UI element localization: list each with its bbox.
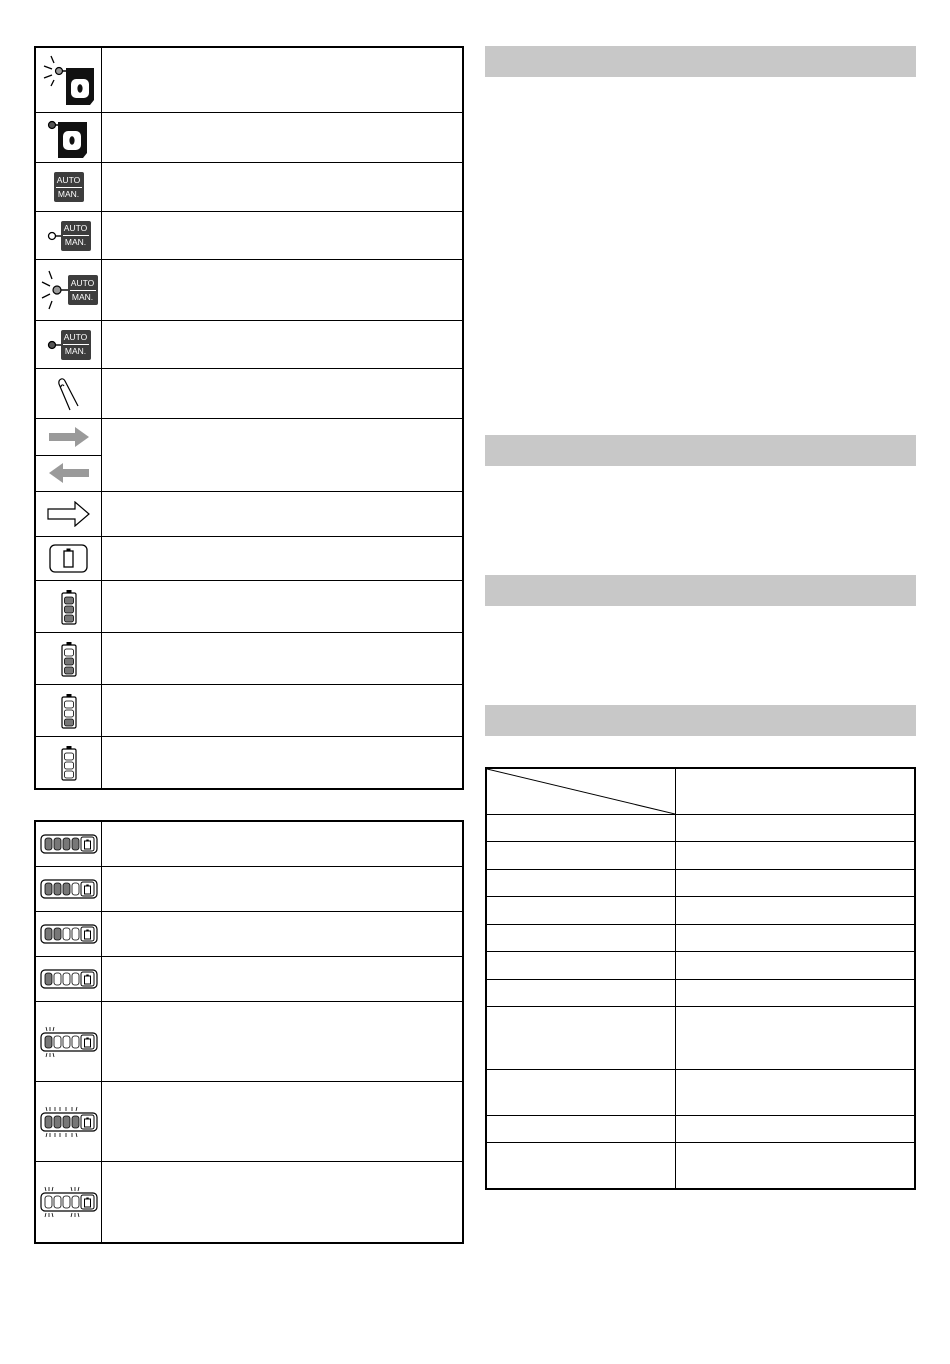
spec-row [487, 1007, 914, 1070]
symbol-row [36, 321, 462, 369]
spec-header-corner [487, 769, 676, 814]
arrow-right-solid-icon [36, 419, 101, 456]
spec-row [487, 897, 914, 925]
indicator-row [36, 912, 462, 957]
bluetooth-device-lit-icon [36, 113, 102, 162]
indicator-alternate-blinking-icon [36, 1162, 102, 1242]
symbol-row [36, 260, 462, 321]
symbol-row [36, 492, 462, 537]
symbol-row [36, 113, 462, 163]
battery-1-bar-icon [36, 685, 102, 736]
spec-row [487, 870, 914, 897]
spec-row [487, 980, 914, 1007]
specification-table [485, 767, 916, 1190]
spec-row [487, 815, 914, 842]
indicator-table [34, 820, 464, 1244]
symbol-row [36, 212, 462, 260]
symbol-row [36, 737, 462, 788]
symbol-row [36, 163, 462, 212]
battery-2-bars-icon [36, 633, 102, 684]
diagonal-line [487, 769, 675, 814]
battery-outline-icon [36, 537, 102, 580]
man-label: MAN. [71, 291, 94, 302]
indicator-row [36, 867, 462, 912]
indicator-1-bar-blinking-icon [36, 1002, 102, 1081]
finger-press-icon [36, 369, 102, 418]
auto-man-button-icon [54, 172, 84, 202]
auto-label: AUTO [70, 277, 95, 288]
symbol-row [36, 581, 462, 633]
symbol-row [36, 633, 462, 685]
section-header-bar [485, 435, 916, 466]
auto-label: AUTO [63, 223, 88, 233]
man-label: MAN. [64, 237, 87, 247]
auto-label: AUTO [56, 174, 81, 185]
arrow-left-solid-icon [36, 456, 101, 492]
spec-row [487, 1116, 914, 1143]
indicator-4-bars-icon [36, 822, 102, 866]
indicator-all-blinking-icon [36, 1082, 102, 1161]
indicator-row [36, 957, 462, 1002]
symbol-row [36, 369, 462, 419]
auto-man-led-off-icon [47, 221, 91, 251]
man-label: MAN. [57, 188, 80, 199]
section-header-bar [485, 705, 916, 736]
indicator-row [36, 822, 462, 867]
section-header-bar [485, 575, 916, 606]
symbol-row [36, 537, 462, 581]
bluetooth-device-blinking-icon [36, 48, 102, 112]
man-label: MAN. [64, 346, 87, 356]
symbol-table [34, 46, 464, 790]
indicator-row [36, 1162, 462, 1242]
symbol-row [36, 419, 462, 492]
section-header-bar [485, 46, 916, 77]
indicator-row [36, 1082, 462, 1162]
spec-header-row [487, 769, 914, 815]
arrow-right-outline-icon [36, 492, 102, 536]
spec-row [487, 925, 914, 952]
battery-3-bars-icon [36, 581, 102, 632]
auto-man-led-blinking-icon [40, 268, 98, 312]
indicator-2-bars-icon [36, 912, 102, 956]
spec-row [487, 842, 914, 870]
spec-row [487, 952, 914, 980]
indicator-3-bars-icon [36, 867, 102, 911]
indicator-1-bar-icon [36, 957, 102, 1001]
battery-empty-icon [36, 737, 102, 788]
auto-man-led-on-icon [47, 330, 91, 360]
spec-row [487, 1070, 914, 1116]
symbol-row [36, 685, 462, 737]
symbol-row [36, 48, 462, 113]
auto-label: AUTO [63, 332, 88, 342]
spec-row [487, 1143, 914, 1188]
indicator-row [36, 1002, 462, 1082]
